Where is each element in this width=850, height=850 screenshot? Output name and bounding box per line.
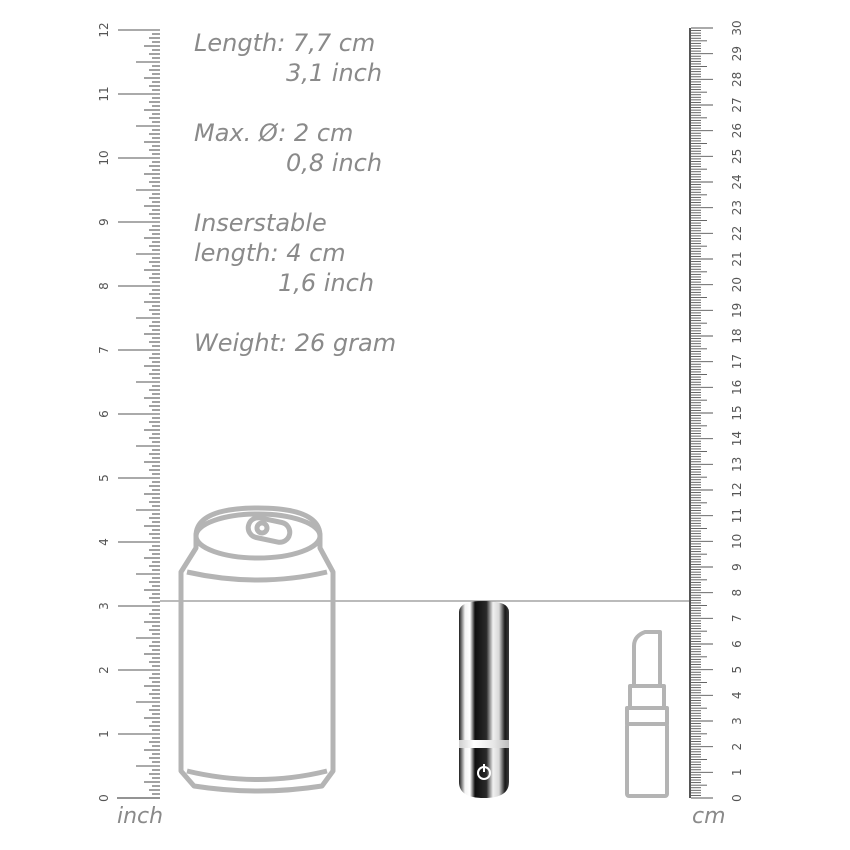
inch-tick-label: 2 [97,666,111,674]
inch-tick-label: 3 [97,602,111,610]
inch-tick-label: 1 [97,730,111,738]
weight-label: Weight: 26 gram [194,329,397,357]
inch-unit-label: inch [117,804,164,829]
cm-tick-label: 25 [730,148,744,164]
inch-tick-label: 7 [97,346,111,354]
lipstick-icon [627,632,667,796]
cm-tick-label: 5 [730,665,744,674]
cm-tick-label: 0 [730,794,744,802]
cm-tick-label: 6 [730,640,744,648]
cm-tick-label: 18 [730,328,744,344]
cm-tick-label: 8 [730,588,744,597]
inch-ruler [97,22,160,801]
cm-tick-label: 22 [730,225,744,241]
cm-tick-label: 27 [730,97,744,113]
cm-tick-label: 30 [730,20,744,36]
product-bullet-icon [459,601,509,798]
inch-tick-label: 8 [97,282,111,290]
cm-tick-label: 3 [730,717,744,725]
cm-tick-label: 26 [730,123,744,139]
diameter-label: Max. Ø: 2 cm [194,119,354,147]
length-inch-value: 3,1 inch [286,59,383,87]
cm-tick-label: 12 [730,482,744,498]
cm-tick-label: 7 [730,614,744,623]
cm-tick-label: 16 [730,379,744,395]
diameter-inch-value: 0,8 inch [286,149,383,177]
cm-tick-label: 23 [730,200,744,216]
cm-tick-label: 13 [730,456,744,472]
cm-unit-label: cm [692,804,726,829]
cm-tick-label: 20 [730,277,744,293]
cm-tick-label: 2 [730,742,744,751]
cm-tick-label: 15 [730,405,744,421]
cm-ruler [689,20,744,801]
insertable-inch-value: 1,6 inch [278,269,375,297]
cm-tick-label: 9 [730,563,744,571]
cm-tick-label: 4 [730,691,744,700]
cm-tick-label: 17 [730,354,744,370]
inch-tick-label: 11 [97,86,111,102]
inch-tick-label: 12 [97,22,111,38]
inch-tick-label: 6 [97,410,111,418]
cm-tick-label: 28 [730,71,744,87]
inch-tick-label: 5 [97,474,111,482]
cm-tick-label: 11 [730,508,744,524]
inch-tick-label: 9 [97,218,111,226]
cm-tick-label: 14 [730,431,744,447]
inch-tick-label: 4 [97,538,111,546]
insertable-length-label: length: 4 cm [194,239,346,267]
inch-tick-label: 0 [97,794,111,802]
inch-tick-label: 10 [97,150,111,166]
soda-can-icon [181,508,333,791]
cm-tick-label: 19 [730,302,744,318]
length-label: Length: 7,7 cm [194,29,376,57]
cm-tick-label: 24 [730,174,744,190]
cm-ruler-spine [689,28,691,798]
cm-tick-label: 10 [730,533,744,549]
cm-tick-label: 1 [730,768,744,777]
cm-tick-label: 29 [730,46,744,62]
insertable-label: Inserstable [194,209,327,237]
cm-tick-label: 21 [730,251,744,267]
